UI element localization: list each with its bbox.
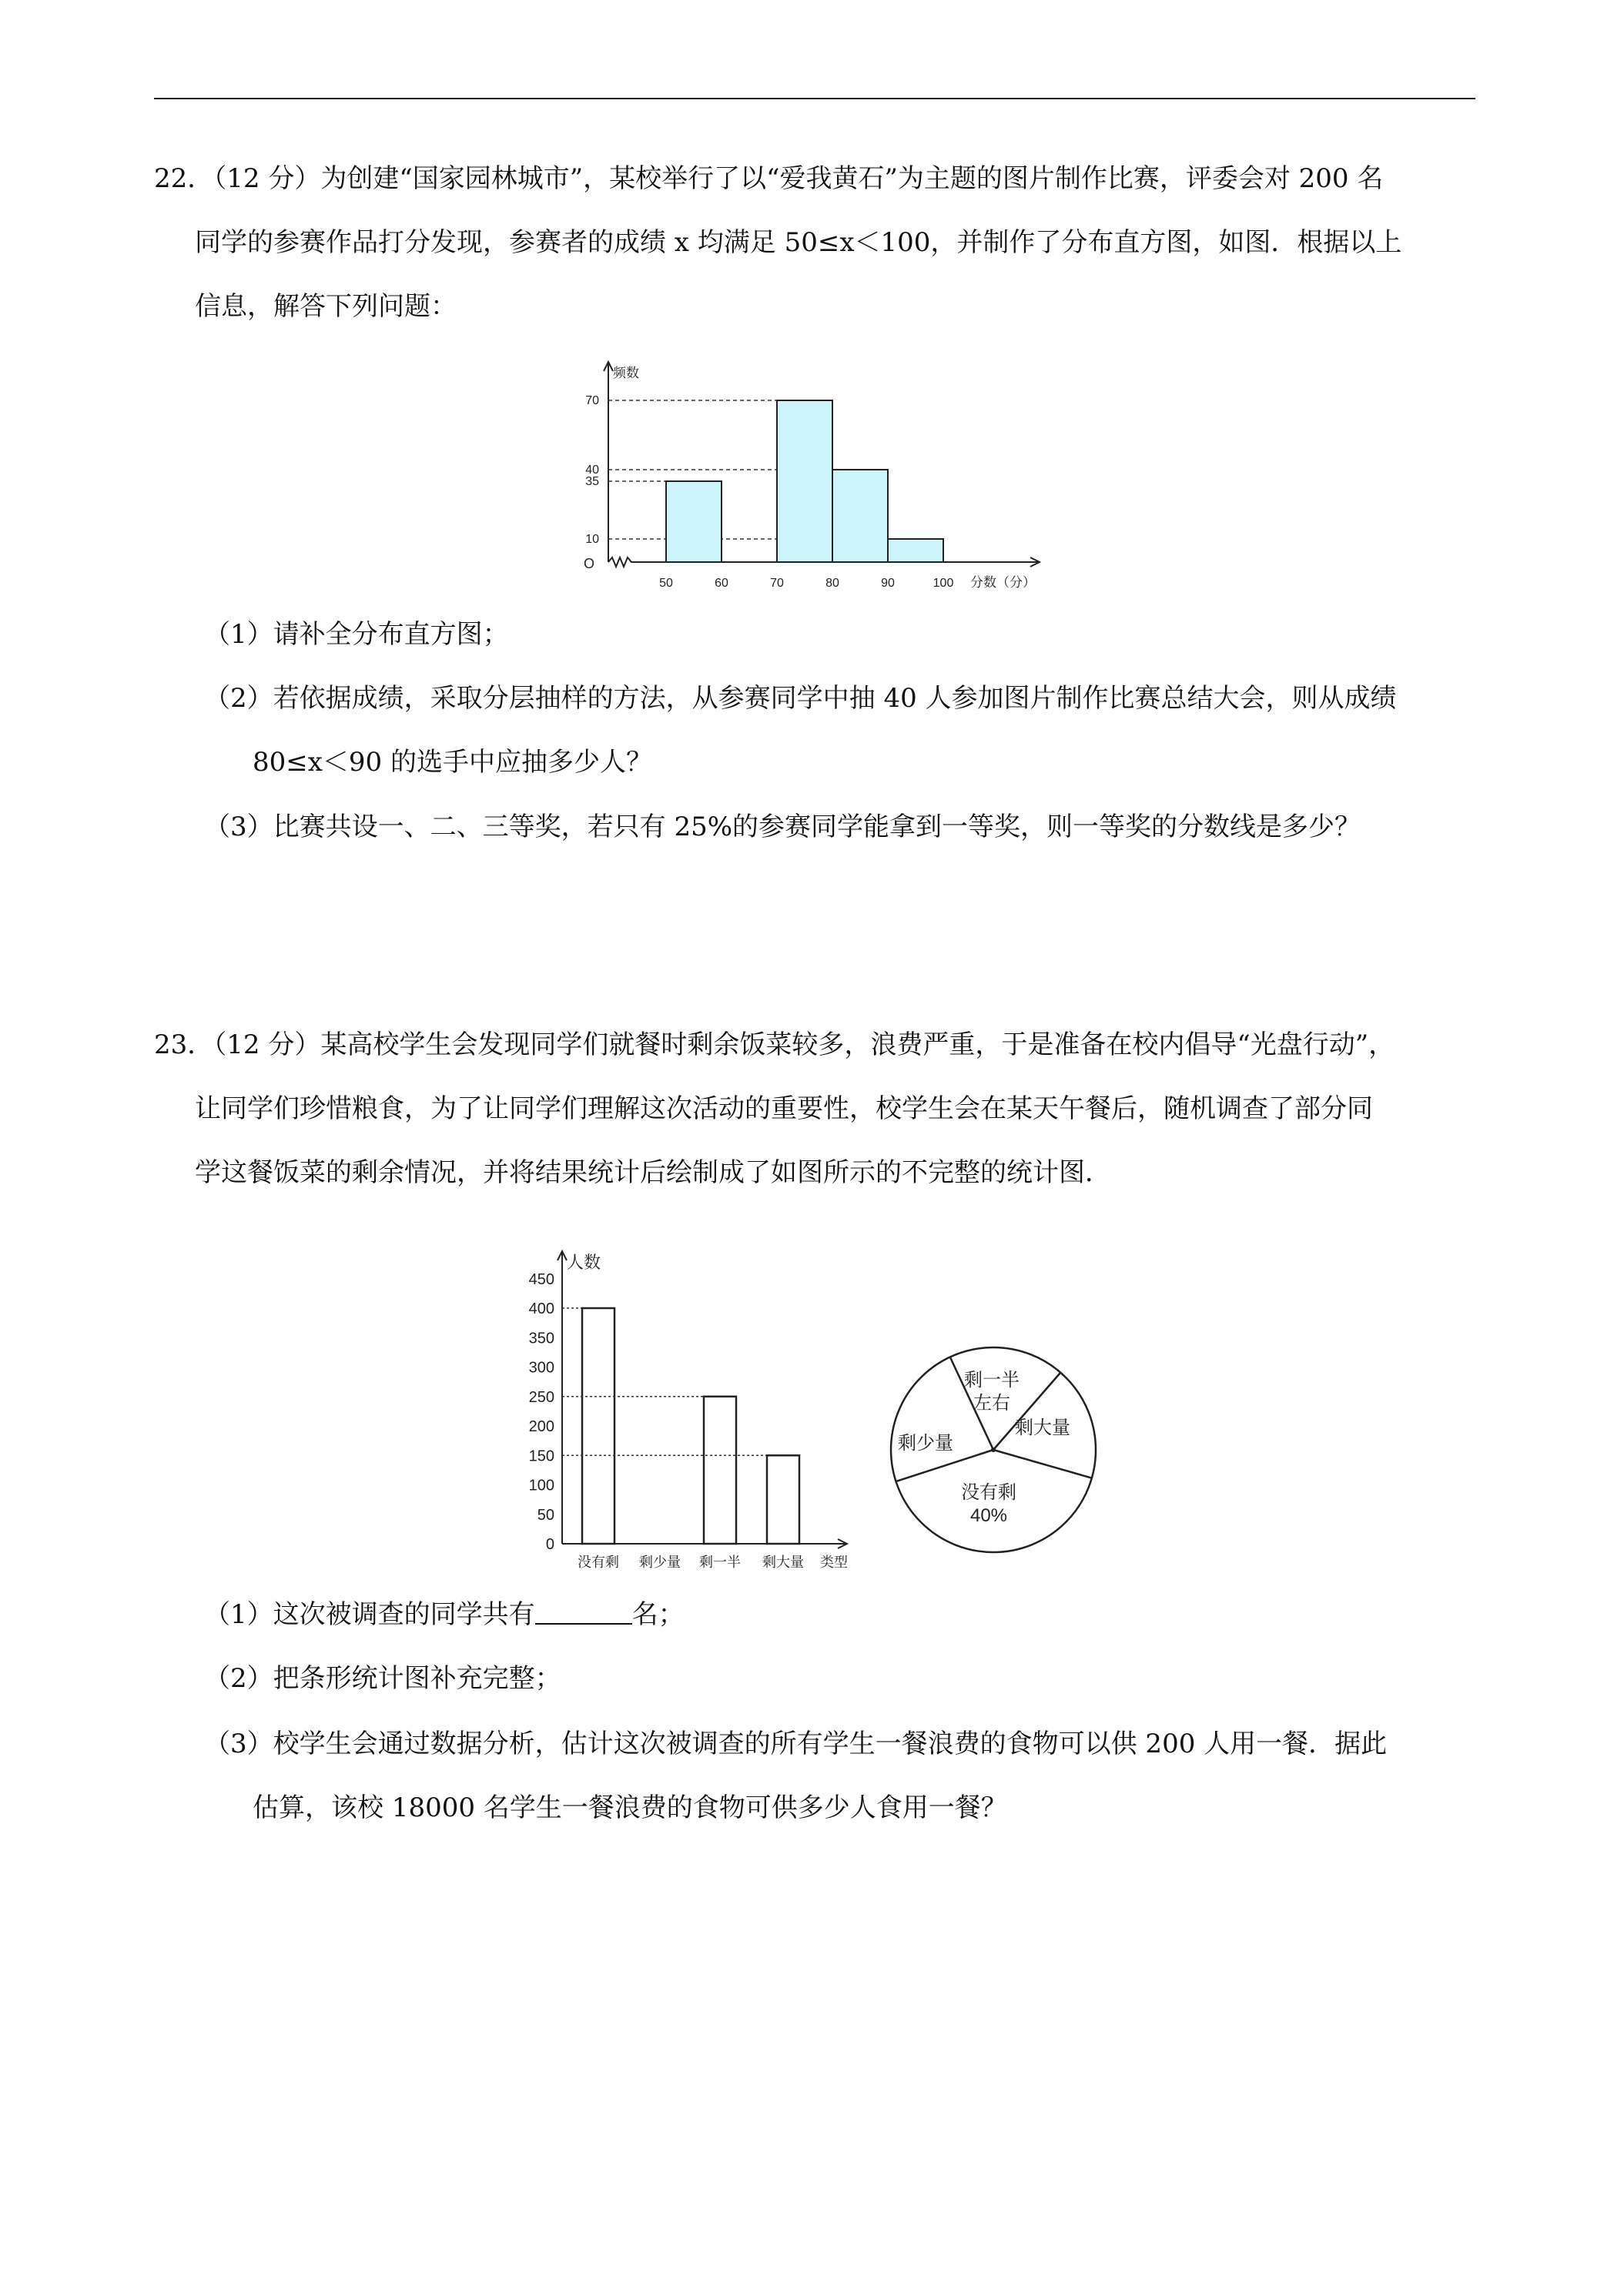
q22-sub1: （1）请补全分布直方图； (204, 619, 509, 650)
y-tick-label: 300 (528, 1359, 554, 1377)
pie-center (991, 1448, 996, 1452)
q22-sub3: （3）比赛共设一、二、三等奖，若只有 25%的参赛同学能拿到一等奖，则一等奖的分数线是多少？ (204, 812, 1361, 842)
q22-line3: 信息，解答下列问题： (195, 291, 457, 322)
q23-sub1-pre: （1）这次被调查的同学共有 (204, 1599, 535, 1630)
histogram-bar (666, 481, 722, 562)
origin-label: O (584, 556, 595, 571)
q23-line3: 学这餐饭菜的剩余情况，并将结果统计后绘制成了如图所示的不完整的统计图． (195, 1157, 1111, 1188)
y-tick-label: 40 (585, 464, 599, 477)
y-tick-label: 10 (585, 533, 599, 546)
y-tick-label: 70 (585, 394, 599, 407)
y-tick-label: 100 (528, 1477, 554, 1494)
q22-sub2-line1: （2）若依据成绩，采取分层抽样的方法，从参赛同学中抽 40 人参加图片制作比赛总结大会，则从成绩 (204, 683, 1397, 714)
y-axis-label: 人数 (567, 1253, 601, 1272)
q22-line2: 同学的参赛作品打分发现，参赛者的成绩 x 均满足 50≤x＜100，并制作了分布直方图，如图．根据以上 (195, 227, 1402, 258)
x-tick-label: 100 (933, 577, 954, 590)
q23-sub3-line2: 估算，该校 18000 名学生一餐浪费的食物可供多少人食用一餐？ (253, 1792, 1007, 1823)
y-tick-label: 450 (528, 1270, 554, 1288)
q23-line1: 23．（12 分）某高校学生会发现同学们就餐时剩余饭菜较多，浪费严重，于是准备在校内倡导“光盘行动”， (154, 1029, 1395, 1060)
q22-line1: 22．（12 分）为创建“国家园林城市”，某校举行了以“爱我黄石”为主题的图片制作比赛，评委会对 200 名 (154, 163, 1384, 194)
histogram-chart (570, 354, 1063, 593)
q23-line2: 让同学们珍惜粮食，为了让同学们理解这次活动的重要性，校学生会在某天午餐后，随机调查了部分同 (195, 1093, 1373, 1124)
x-tick-label: 剩大量 (762, 1555, 804, 1570)
x-tick-label: 50 (659, 577, 673, 590)
x-tick-label: 80 (825, 577, 839, 590)
y-tick-label: 200 (528, 1418, 554, 1435)
y-tick-label: 50 (537, 1506, 554, 1524)
answer-blank (535, 1600, 632, 1625)
y-tick-label: 150 (528, 1448, 554, 1465)
x-tick-label: 60 (715, 577, 728, 590)
category-bar (767, 1455, 799, 1544)
pie-chart (878, 1340, 1109, 1571)
x-tick-label: 剩少量 (639, 1555, 681, 1570)
pie-slice-label: 剩一半 (964, 1370, 1020, 1391)
pie-slice-label: 40% (969, 1505, 1008, 1526)
bar-chart (508, 1240, 862, 1594)
category-bar (704, 1397, 736, 1544)
category-bar (582, 1308, 614, 1544)
y-tick-label: 250 (528, 1388, 554, 1406)
q23-sub2: （2）把条形统计图补充完整； (204, 1663, 561, 1694)
x-axis-label: 类型 (820, 1555, 848, 1570)
q22-sub2-line2: 80≤x＜90 的选手中应抽多少人？ (253, 747, 652, 778)
q23-sub1-post: 名； (631, 1599, 685, 1630)
histogram-bar (777, 400, 832, 562)
x-axis-label: 分数（分） (970, 575, 1036, 590)
histogram-bar (832, 470, 888, 562)
y-tick-label: 350 (528, 1330, 554, 1347)
q23-sub1 (204, 1598, 685, 1632)
pie-slice-label: 剩大量 (1015, 1417, 1070, 1438)
top-rule (154, 98, 1475, 99)
pie-slice-label: 没有剩 (961, 1482, 1016, 1503)
x-tick-label: 剩一半 (699, 1555, 741, 1570)
x-tick-label: 70 (770, 577, 784, 590)
pie-slice-label: 剩少量 (898, 1433, 953, 1454)
x-tick-label: 没有剩 (578, 1555, 619, 1570)
y-tick-label: 35 (585, 475, 599, 488)
y-tick-label: 400 (528, 1300, 554, 1317)
y-tick-label: 0 (545, 1536, 554, 1553)
y-axis-label: 频数 (613, 366, 639, 380)
x-tick-label: 90 (881, 577, 895, 590)
q23-sub3-line1: （3）校学生会通过数据分析，估计这次被调查的所有学生一餐浪费的食物可以供 200 人用一餐．据此 (204, 1729, 1388, 1759)
pie-slice-label: 左右 (973, 1393, 1010, 1414)
histogram-bar (888, 539, 943, 562)
